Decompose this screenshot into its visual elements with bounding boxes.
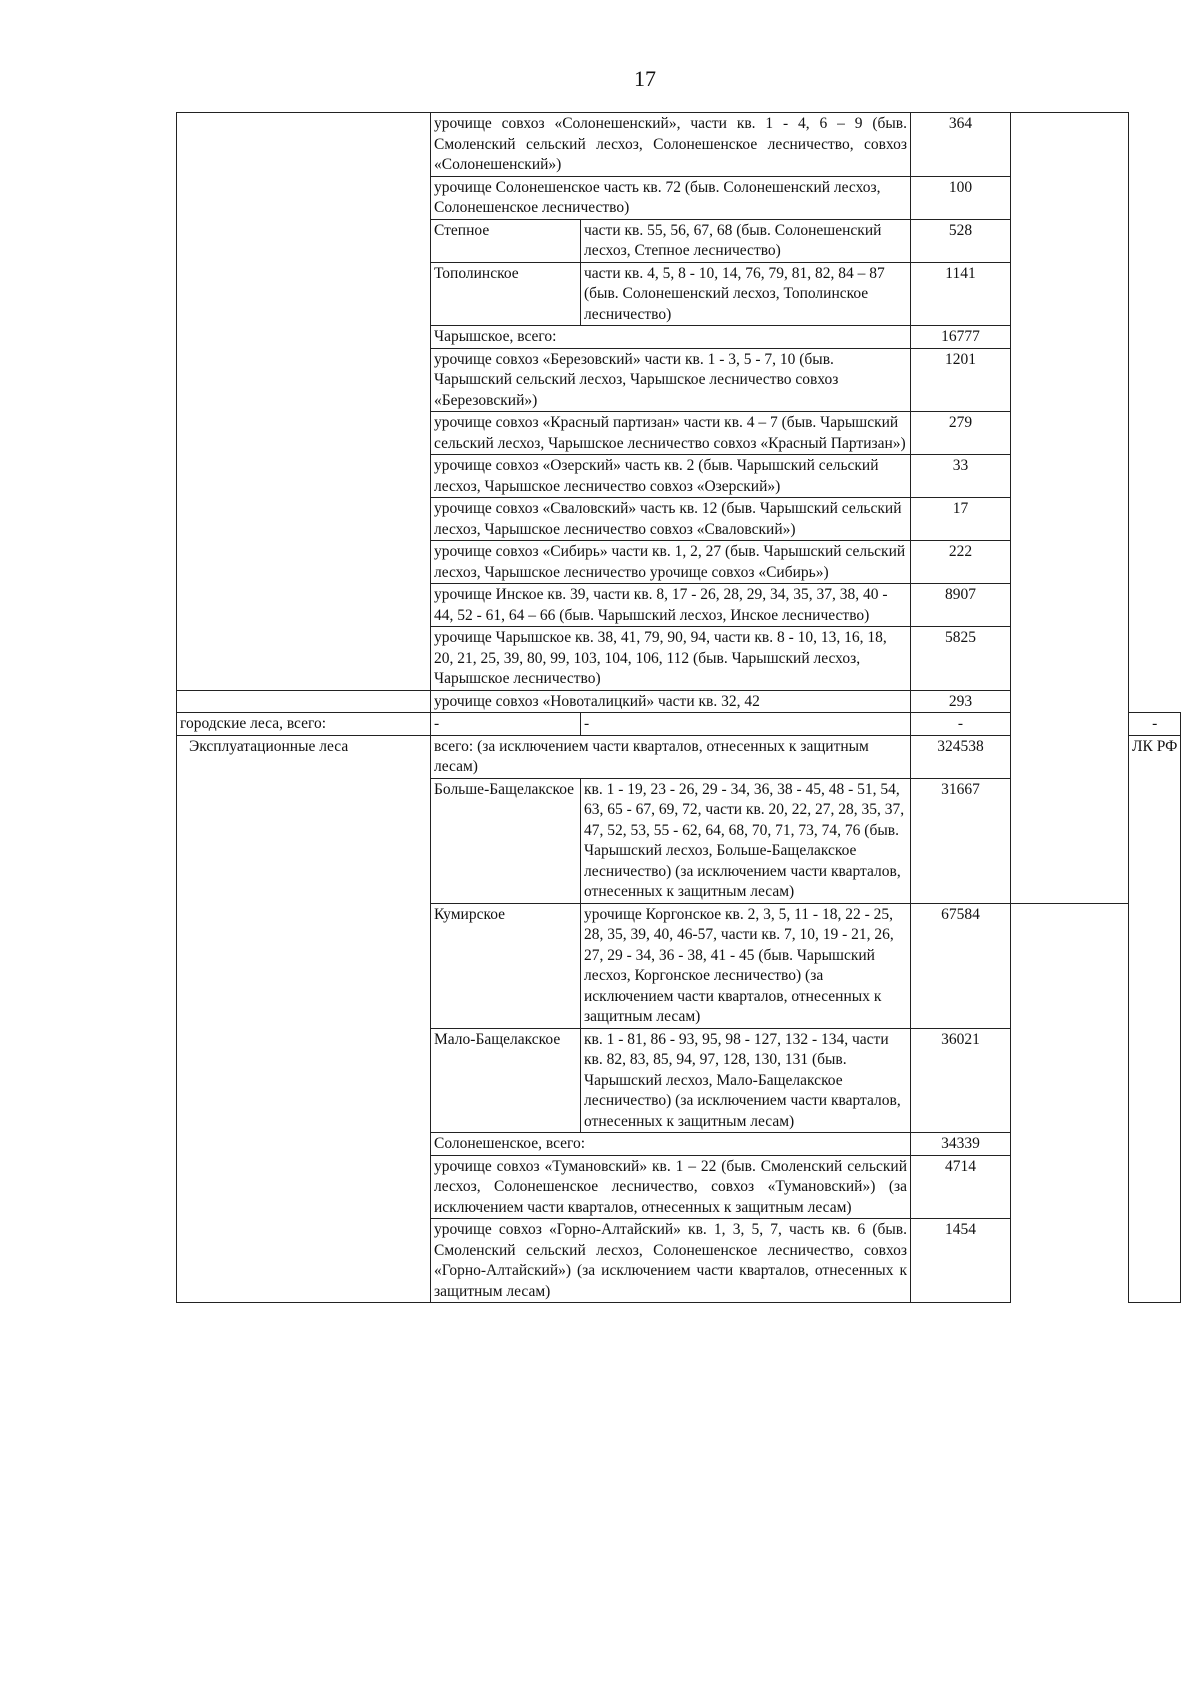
forestry-total-label: Солонешенское, всего: xyxy=(431,1133,911,1156)
tract-description: части кв. 55, 56, 67, 68 (быв. Солонешенский лесхоз, Степное лесничество) xyxy=(581,219,911,262)
dash-cell: - xyxy=(431,713,581,736)
area-value: 1454 xyxy=(911,1219,1011,1303)
area-value: 4714 xyxy=(911,1155,1011,1219)
tract-description: урочище совхоз «Солонешенский», части кв. 1 - 4, 6 – 9 (быв. Смоленский сельский лесхоз, Солонешенское лесничество, совхоз «Солонешенский») xyxy=(431,113,911,177)
area-value: 33 xyxy=(911,455,1011,498)
category-cell-empty xyxy=(177,113,431,691)
tract-description: урочище совхоз «Красный партизан» части кв. 4 – 7 (быв. Чарышский сельский лесхоз, Чарышское лесничество совхоз «Красный Партизан») xyxy=(431,412,911,455)
tract-description: кв. 1 - 81, 86 - 93, 95, 98 - 127, 132 - 134, части кв. 82, 83, 85, 94, 97, 128, 130, 131 (быв. Чарышский лесхоз, Мало-Бащелакское лесничество) (за исключением части кварталов, отнесенных к защитным лесам) xyxy=(581,1028,911,1133)
area-value: 1201 xyxy=(911,348,1011,412)
tract-description: урочище Чарышское кв. 38, 41, 79, 90, 94, части кв. 8 - 10, 13, 16, 18, 20, 21, 25, 39, 80, 99, 103, 104, 106, 112 (быв. Чарышский лесхоз, Чарышское лесничество) xyxy=(431,627,911,691)
tract-description: урочище совхоз «Горно-Алтайский» кв. 1, 3, 5, 7, часть кв. 6 (быв. Смоленский сельский лесхоз, Солонешенское лесничество, совхоз «Горно-Алтайский») (за исключением части кварталов, отнесенных к защитным лесам) xyxy=(431,1219,911,1303)
forestry-name: Мало-Бащелакское xyxy=(431,1028,581,1133)
category-label: городские леса, всего: xyxy=(177,713,431,736)
area-value: 16777 xyxy=(911,326,1011,349)
dash-cell: - xyxy=(911,713,1011,736)
area-value: 34339 xyxy=(911,1133,1011,1156)
tract-description: урочище совхоз «Новоталицкий» части кв. 32, 42 xyxy=(431,690,911,713)
forestry-total-label: Чарышское, всего: xyxy=(431,326,911,349)
area-value: 5825 xyxy=(911,627,1011,691)
area-value: 100 xyxy=(911,176,1011,219)
tract-description: урочище Солонешенское часть кв. 72 (быв. Солонешенский лесхоз, Солонешенское лесничество) xyxy=(431,176,911,219)
forestry-name: Степное xyxy=(431,219,581,262)
area-value: 324538 xyxy=(911,735,1011,778)
forestry-name: Тополинское xyxy=(431,262,581,326)
tract-description: всего: (за исключением части кварталов, отнесенных к защитным лесам) xyxy=(431,735,911,778)
tract-description: кв. 1 - 19, 23 - 26, 29 - 34, 36, 38 - 45, 48 - 51, 54, 63, 65 - 67, 69, 72, части кв. 20, 22, 27, 28, 35, 37, 47, 52, 53, 55 - 62, 64, 68, 70, 71, 73, 74, 76 (быв. Чарышский лесхоз, Больше-Бащелакское лесничество) (за исключением части кварталов, отнесенных к защитным лесам) xyxy=(581,778,911,903)
page-number: 17 xyxy=(634,66,656,91)
tract-description: урочище совхоз «Сваловский» часть кв. 12 (быв. Чарышский сельский лесхоз, Чарышское лесничество совхоз «Сваловский») xyxy=(431,498,911,541)
area-value: 293 xyxy=(911,690,1011,713)
area-value: 31667 xyxy=(911,778,1011,903)
area-value: 1141 xyxy=(911,262,1011,326)
category-label: Эксплуатационные леса xyxy=(177,735,431,1303)
table-row xyxy=(177,113,1181,177)
tract-description: урочище Коргонское кв. 2, 3, 5, 11 - 18, 22 - 25, 28, 35, 39, 40, 46-57, части кв. 7, 10, 19 - 21, 26, 27, 29 - 34, 36 - 38, 41 - 45 (быв. Чарышский лесхоз, Коргонское лесничество) (за исключением части кварталов, отнесенных к защитным лесам) xyxy=(581,903,911,1028)
area-value: 8907 xyxy=(911,584,1011,627)
category-cell-empty xyxy=(177,690,431,713)
law-reference: ЛК РФ xyxy=(1129,735,1181,1303)
law-cell-empty xyxy=(1011,113,1129,904)
dash-cell: - xyxy=(581,713,911,736)
area-value: 279 xyxy=(911,412,1011,455)
tract-description: урочище совхоз «Сибирь» части кв. 1, 2, 27 (быв. Чарышский сельский лесхоз, Чарышское лесничество урочище совхоз «Сибирь») xyxy=(431,541,911,584)
forest-table xyxy=(176,112,1181,1303)
tract-description: урочище совхоз «Березовский» части кв. 1 - 3, 5 - 7, 10 (быв. Чарышский сельский лесхоз, Чарышское лесничество совхоз «Березовский») xyxy=(431,348,911,412)
area-value: 36021 xyxy=(911,1028,1011,1133)
forestry-name: Кумирское xyxy=(431,903,581,1028)
forestry-name: Больше-Бащелакское xyxy=(431,778,581,903)
tract-description: части кв. 4, 5, 8 - 10, 14, 76, 79, 81, 82, 84 – 87 (быв. Солонешенский лесхоз, Тополинское лесничество) xyxy=(581,262,911,326)
area-value: 364 xyxy=(911,113,1011,177)
area-value: 17 xyxy=(911,498,1011,541)
tract-description: урочище совхоз «Тумановский» кв. 1 – 22 (быв. Смоленский сельский лесхоз, Солонешенское лесничество, совхоз «Тумановский») (за исключением части кварталов, отнесенных к защитным лесам) xyxy=(431,1155,911,1219)
tract-description: урочище совхоз «Озерский» часть кв. 2 (быв. Чарышский сельский лесхоз, Чарышское лесничество совхоз «Озерский») xyxy=(431,455,911,498)
tract-description: урочище Инское кв. 39, части кв. 8, 17 - 26, 28, 29, 34, 35, 37, 38, 40 - 44, 52 - 61, 64 – 66 (быв. Чарышский лесхоз, Инское лесничество) xyxy=(431,584,911,627)
area-value: 67584 xyxy=(911,903,1011,1028)
area-value: 528 xyxy=(911,219,1011,262)
dash-cell: - xyxy=(1129,713,1181,736)
area-value: 222 xyxy=(911,541,1011,584)
